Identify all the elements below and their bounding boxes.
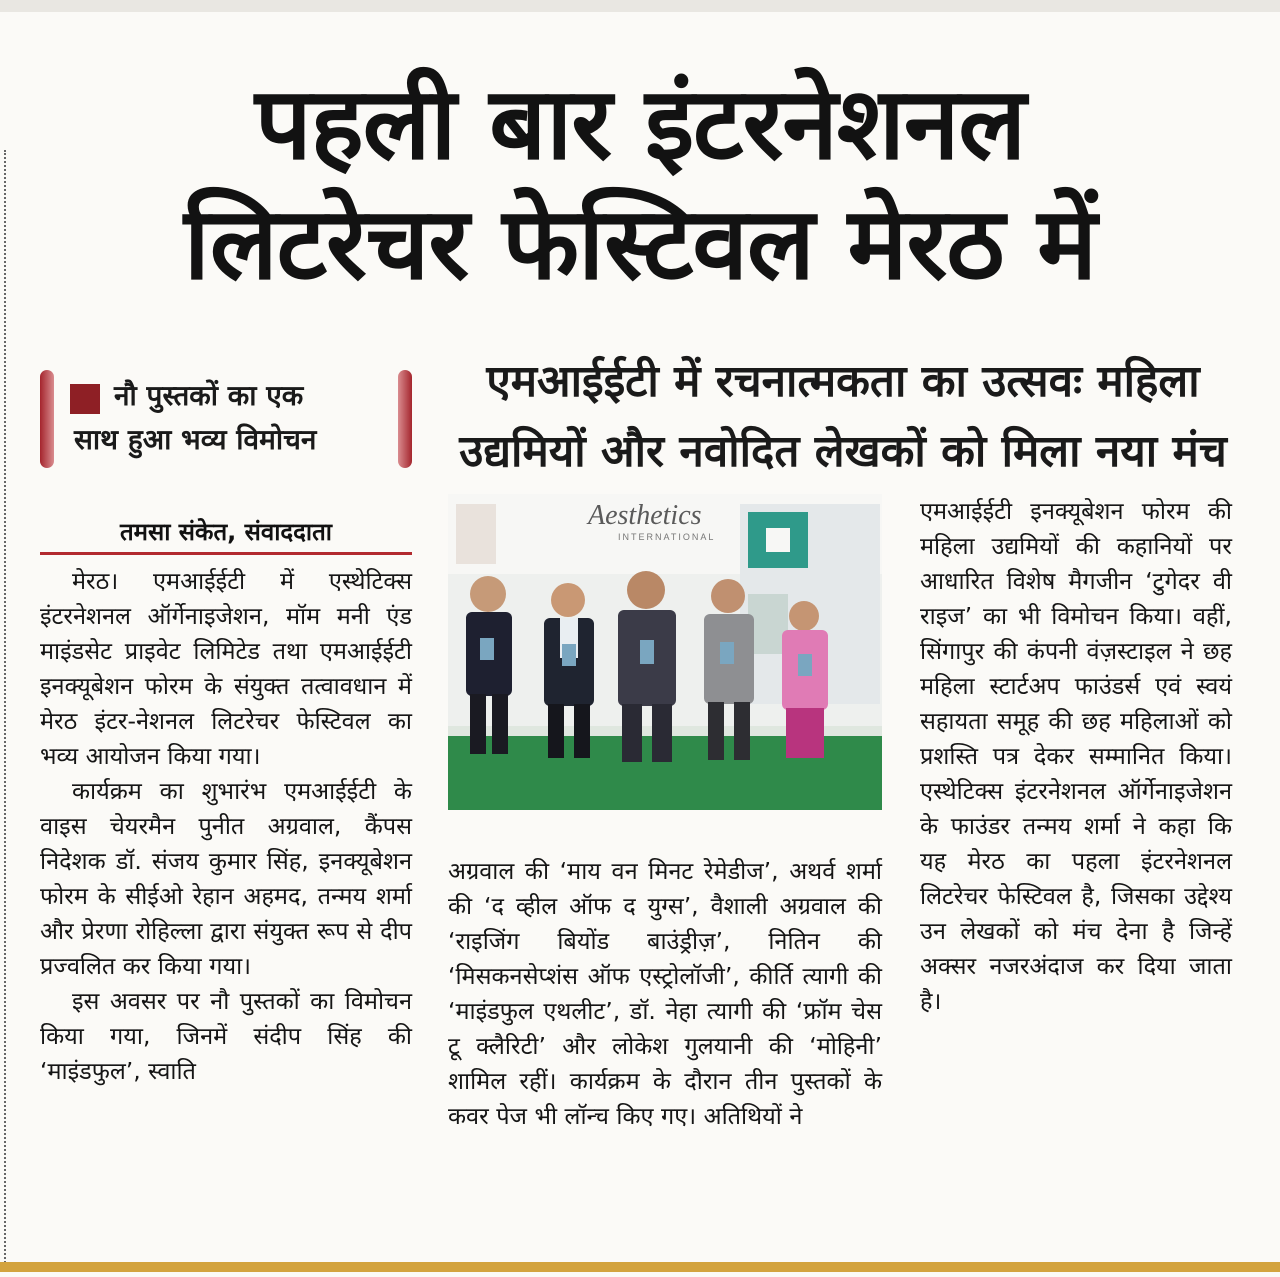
- paragraph: मेरठ। एमआईईटी में एस्थेटिक्स इंटरनेशनल ऑर्गेनाइजेशन, मॉम मनी एंड माइंडसेट प्राइवेट लिमिटेड तथा एमआईईटी इनक्यूबेशन फोरम के संयुक्त तत्वावधान में मेरठ इंटर-नेशनल लिटरेचर फेस्टिवल का भव्य आयोजन किया गया।: [40, 567, 412, 770]
- paragraph: अग्रवाल की ‘माय वन मिनट रेमेडीज’, अथर्व शर्मा की ‘द व्हील ऑफ द युग्स’, वैशाली अग्रवाल की ‘राइजिंग बियोंड बाउंड्रीज़’, नितिन की ‘मिसकनसेप्शंस ऑफ एस्ट्रोलॉजी’, कीर्ति त्यागी की ‘माइंडफुल एथलीट’, डॉ. नेहा त्यागी की ‘फ्रॉम चेस टू क्लैरिटी’ और लोकेश गुलयानी की ‘मोहिनी’ शामिल रहीं। कार्यक्रम के दौरान तीन पुस्तकों के कवर पेज भी लॉन्च किए गए। अतिथियों ने: [448, 857, 882, 1130]
- callout-line-1: नौ पुस्तकों का एक: [114, 379, 304, 412]
- top-strip: [0, 0, 1280, 12]
- headline-line-1: पहली बार इंटरनेशनल: [254, 65, 1026, 182]
- byline-rule: [40, 552, 412, 555]
- banner-text: Aesthetics: [588, 500, 702, 531]
- paragraph: इस अवसर पर नौ पुस्तकों का विमोचन किया गया, जिनमें संदीप सिंह की ‘माइंडफुल’, स्वाति: [40, 987, 412, 1085]
- article-column-2: [448, 854, 882, 1134]
- byline: तमसा संकेत, संवाददाता: [119, 518, 333, 546]
- callout-box: [40, 370, 412, 468]
- headline-line-2: लिटरेचर फेस्टिवल मेरठ में: [183, 185, 1097, 302]
- callout-left-bracket: [40, 370, 54, 468]
- article-column-3: [920, 494, 1232, 1019]
- paragraph: कार्यक्रम का शुभारंभ एमआईईटी के वाइस चेयरमैन पुनीत अग्रवाल, कैंपस निदेशक डॉ. संजय कुमार सिंह, इनक्यूबेशन फोरम के सीईओ रेहान अहमद, तन्मय शर्मा और प्रेरणा रोहिल्ला द्वारा संयुक्त रूप से दीप प्रज्वलित कर किया गया।: [40, 777, 412, 980]
- callout-right-bracket: [398, 370, 412, 468]
- callout-square-icon: [70, 384, 100, 414]
- banner-subtext: INTERNATIONAL: [618, 532, 716, 542]
- event-photo: [448, 494, 882, 810]
- column-rule: [4, 150, 6, 1270]
- photo-illustration: [448, 494, 882, 810]
- subheadline-line-1: एमआईईटी में रचनात्मकता का उत्सवः महिला: [486, 356, 1200, 407]
- paragraph: एमआईईटी इनक्यूबेशन फोरम की महिला उद्यमियों की कहानियों पर आधारित विशेष मैगजीन ‘टुगेदर वी राइज’ का भी विमोचन किया। वहीं, सिंगापुर की कंपनी वंज़स्टाइल ने छह महिला स्टार्टअप फाउंडर्स एवं स्वयं सहायता समूह की छह महिलाओं को प्रशस्ति पत्र देकर सम्मानित किया। एस्थेटिक्स इंटरनेशनल ऑर्गेनाइजेशन के फाउंडर तन्मय शर्मा ने कहा कि यह मेरठ का पहला इंटरनेशनल लिटरेचर फेस्टिवल है, जिसका उद्देश्य उन लेखकों को मंच देना है जिन्हें अक्सर नजरअंदाज कर दिया जाता है।: [920, 497, 1232, 1015]
- article-column-1: [40, 564, 412, 1089]
- subheadline-line-2: उद्यमियों और नवोदित लेखकों को मिला नया मंच: [459, 426, 1227, 477]
- callout-line-2: साथ हुआ भव्य विमोचन: [74, 423, 317, 456]
- bottom-bar: [0, 1262, 1280, 1272]
